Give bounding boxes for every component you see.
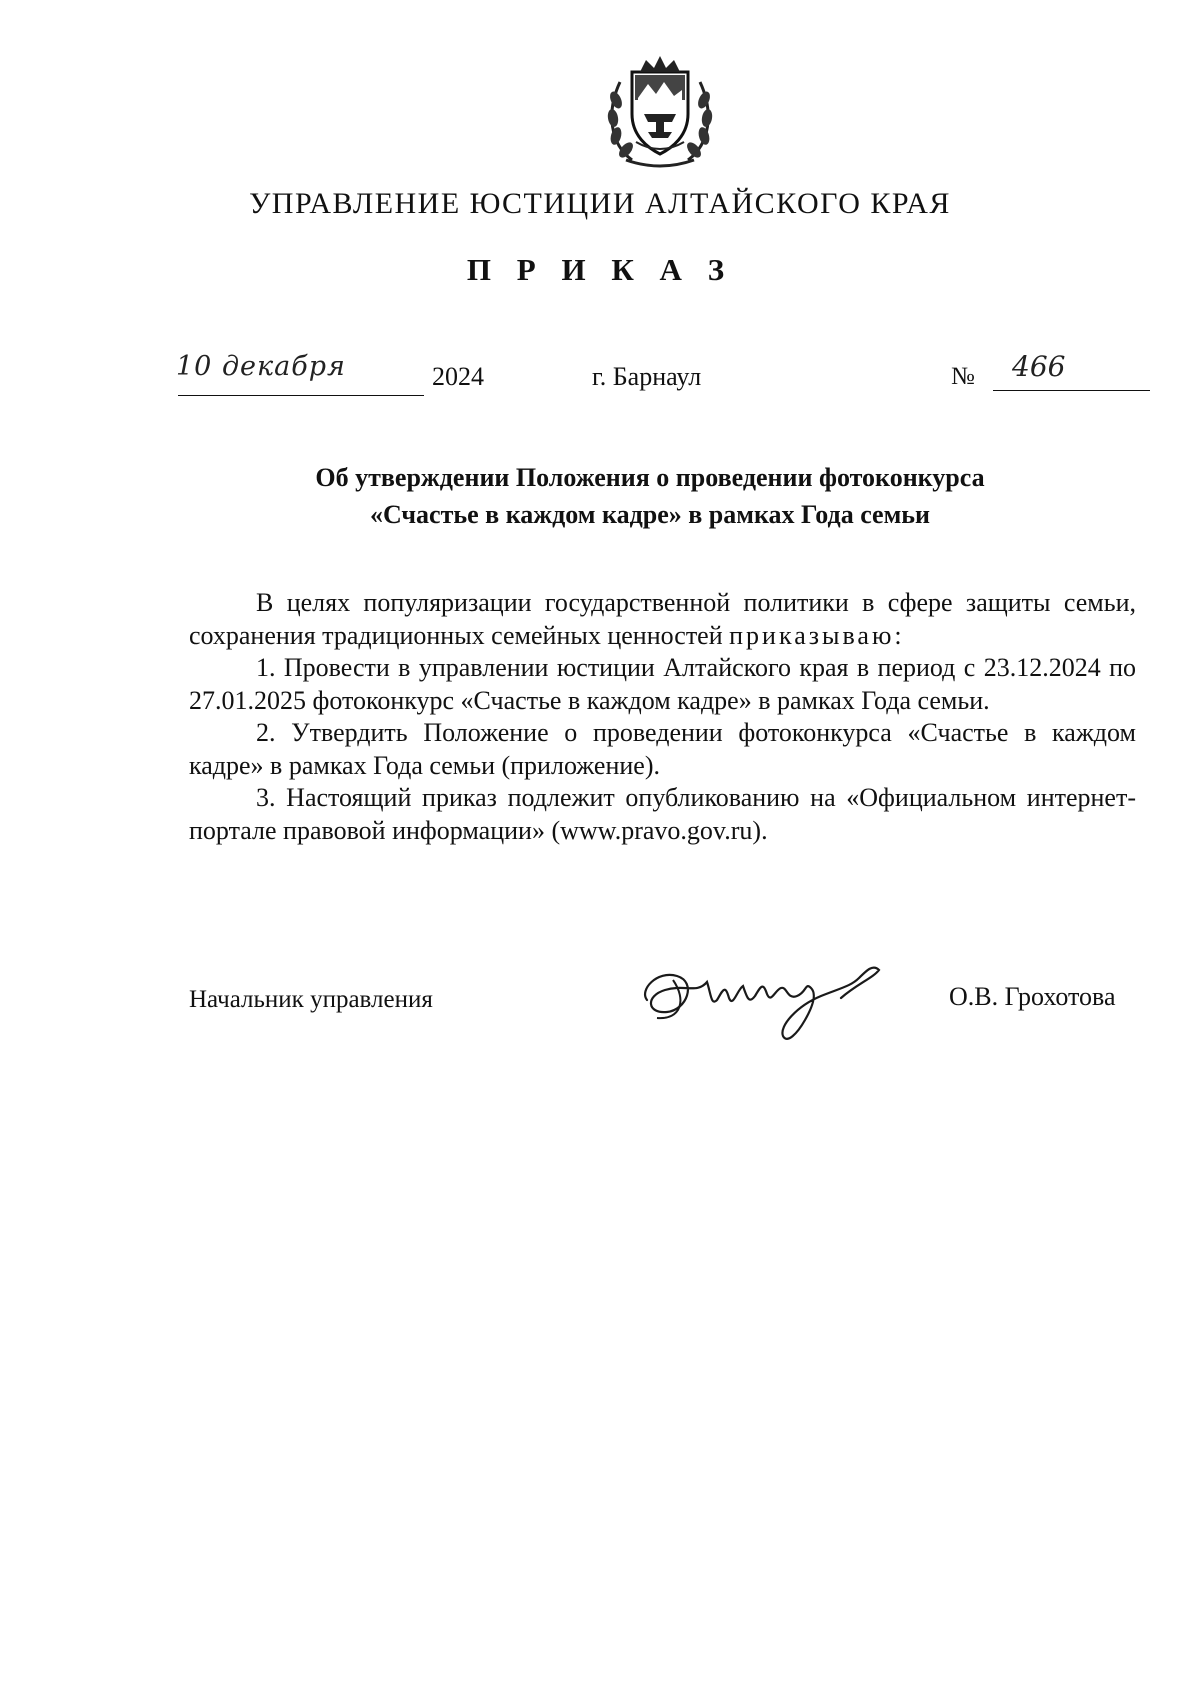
intro-paragraph bbox=[189, 587, 1136, 652]
order-subject bbox=[150, 459, 1150, 533]
signatory-position: Начальник управления bbox=[189, 986, 433, 1013]
coat-of-arms-icon bbox=[602, 52, 718, 170]
signatory-name: О.В. Грохотова bbox=[949, 982, 1116, 1011]
number-label: № bbox=[951, 363, 975, 390]
handwritten-signature-icon bbox=[637, 960, 905, 1050]
number-underline bbox=[993, 390, 1150, 391]
date-year: 2024 bbox=[432, 362, 484, 391]
handwritten-number: 466 bbox=[1012, 350, 1066, 383]
order-body bbox=[189, 587, 1136, 847]
subject-line-2: «Счастье в каждом кадре» в рамках Года семьи bbox=[369, 500, 931, 529]
order-item-1: 1. Провести в управлении юстиции Алтайского края в период с 23.12.2024 по 27.01.2025 фотоконкурс «Счастье в каждом кадре» в рамках Года семьи. bbox=[189, 653, 1136, 715]
city-label: г. Барнаул bbox=[592, 362, 702, 391]
date-underline bbox=[178, 395, 424, 396]
order-word: приказываю: bbox=[729, 620, 905, 650]
organization-name: УПРАВЛЕНИЕ ЮСТИЦИИ АЛТАЙСКОГО КРАЯ bbox=[249, 187, 951, 220]
handwritten-date: 10 декабря bbox=[176, 351, 346, 382]
subject-line-1: Об утверждении Положения о проведении фотоконкурса bbox=[315, 463, 985, 492]
order-item-3: 3. Настоящий приказ подлежит опубликованию на «Официальном интернет-портале правовой информации» (www.pravo.gov.ru). bbox=[189, 783, 1136, 845]
document-type-title: П Р И К А З bbox=[466, 252, 734, 287]
intro-text: В целях популяризации государственной политики в сфере защиты семьи, сохранения традиционных семейных ценностей bbox=[189, 588, 1136, 650]
order-item-2: 2. Утвердить Положение о проведении фотоконкурса «Счастье в каждом кадре» в рамках Года семьи (приложение). bbox=[189, 718, 1136, 780]
